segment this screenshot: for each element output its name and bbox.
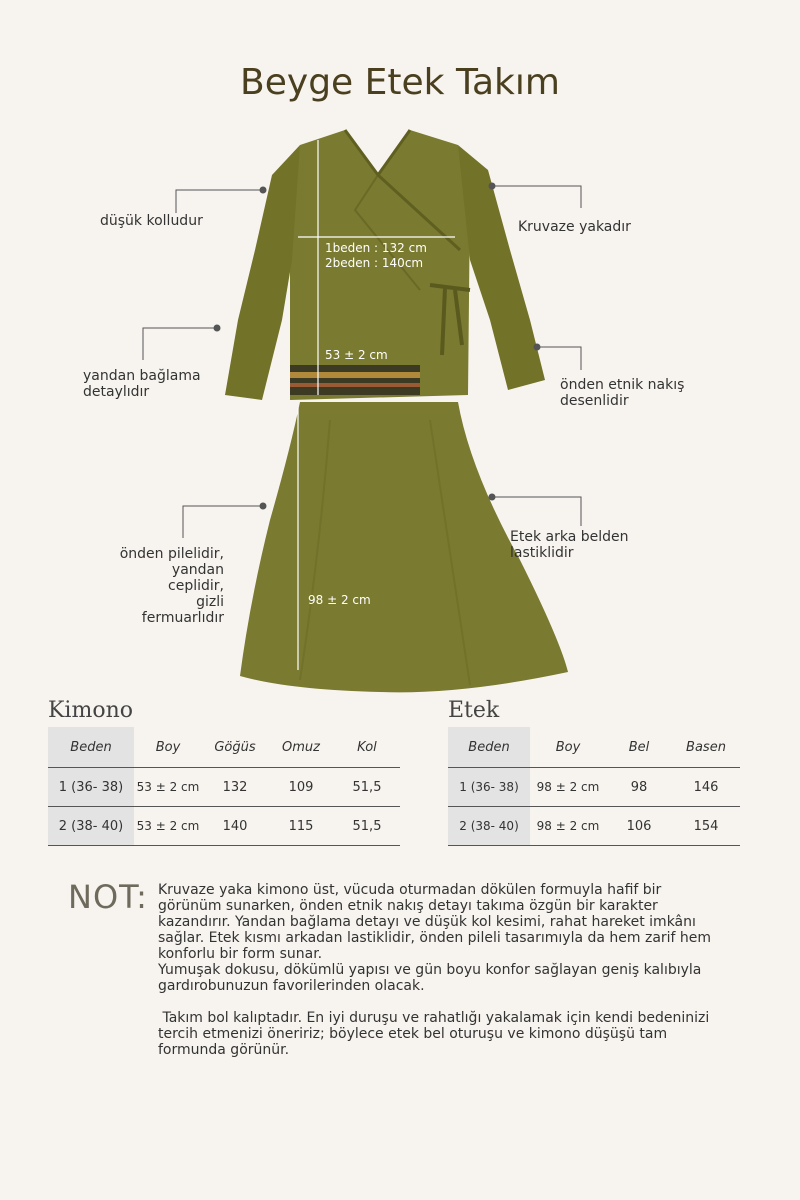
cell: 98 ± 2 cm bbox=[530, 807, 606, 846]
top-length-measure: 53 ± 2 cm bbox=[325, 348, 388, 362]
page-title: Beyge Etek Takım bbox=[240, 62, 560, 103]
col-boy: Boy bbox=[555, 739, 581, 755]
callout-etnik-nakis: önden etnik nakış desenlidir bbox=[560, 377, 685, 409]
table-row bbox=[448, 768, 740, 807]
cell: 51,5 bbox=[334, 807, 400, 846]
kimono-size-table bbox=[48, 727, 400, 846]
table-row bbox=[48, 807, 400, 846]
table-row bbox=[448, 807, 740, 846]
cell: 146 bbox=[672, 768, 740, 807]
etek-label: Etek bbox=[448, 698, 500, 723]
cell: 106 bbox=[606, 807, 672, 846]
cell: 98 bbox=[606, 768, 672, 807]
cell: 154 bbox=[672, 807, 740, 846]
col-beden: Beden bbox=[48, 727, 134, 768]
width-measure-2: 2beden : 140cm bbox=[325, 256, 424, 270]
callout-dusuk-kol: düşük kolludur bbox=[100, 213, 203, 229]
cell: 2 (38- 40) bbox=[48, 807, 134, 846]
left-sleeve bbox=[225, 145, 300, 400]
cell: 51,5 bbox=[334, 768, 400, 807]
cell: 1 (36- 38) bbox=[48, 768, 134, 807]
callout-etek-lastik: Etek arka belden lastiklidir bbox=[510, 529, 629, 561]
width-measure-1: 1beden : 132 cm bbox=[325, 241, 427, 255]
callout-etek-pile: önden pilelidir, yandan ceplidir, gizli fermuarlıdır bbox=[119, 546, 224, 626]
callout-yandan-baglama: yandan bağlama detaylıdır bbox=[83, 368, 201, 400]
cell: 2 (38- 40) bbox=[448, 807, 530, 846]
col-omuz: Omuz bbox=[282, 739, 320, 755]
table-header-row bbox=[48, 727, 400, 768]
note-paragraph: Kruvaze yaka kimono üst, vücuda oturmadan dökülen formuyla hafif bir görünüm sunarken, önden etnik nakış detayı takıma özgün bir karakter kazandırır. Yandan bağlama detayı ve düşük kol kesimi, rahat hareket imkânı sağlar. Etek kısmı arkadan lastiklidir, önden pileli tasarımıyla da hem zarif hem konforlu bir form sunar. bbox=[158, 882, 716, 962]
col-boy: Boy bbox=[155, 739, 181, 755]
cell: 98 ± 2 cm bbox=[530, 768, 606, 807]
note-paragraph: Yumuşak dokusu, dökümlü yapısı ve gün boyu konfor sağlayan geniş kalıbıyla gardırobunuzun favorilerinden olacak. bbox=[158, 962, 706, 994]
col-gogus: Göğüs bbox=[214, 739, 256, 755]
callout-kruvaze: Kruvaze yakadır bbox=[518, 219, 631, 235]
note-paragraph: Takım bol kalıptadır. En iyi duruşu ve rahatlığı yakalamak için kendi bedeninizi tercih etmenizi öneririz; böylece etek bel oturuşu ve kimono düşüşü tam formunda görünür. bbox=[158, 1010, 714, 1058]
cell: 140 bbox=[202, 807, 268, 846]
cell: 1 (36- 38) bbox=[448, 768, 530, 807]
embroidery-band bbox=[290, 365, 420, 395]
col-beden: Beden bbox=[448, 727, 530, 768]
cell: 115 bbox=[268, 807, 334, 846]
table-header-row bbox=[448, 727, 740, 768]
note-body bbox=[158, 882, 728, 1058]
col-basen: Basen bbox=[686, 739, 726, 755]
cell: 53 ± 2 cm bbox=[134, 807, 202, 846]
skirt-length-measure: 98 ± 2 cm bbox=[308, 593, 371, 607]
cell: 53 ± 2 cm bbox=[134, 768, 202, 807]
etek-size-table bbox=[448, 727, 740, 846]
col-kol: Kol bbox=[357, 739, 377, 755]
cell: 109 bbox=[268, 768, 334, 807]
right-sleeve bbox=[458, 145, 545, 390]
table-row bbox=[48, 768, 400, 807]
kimono-label: Kimono bbox=[48, 698, 133, 723]
cell: 132 bbox=[202, 768, 268, 807]
note-heading: NOT: bbox=[68, 878, 148, 916]
col-bel: Bel bbox=[628, 739, 650, 755]
